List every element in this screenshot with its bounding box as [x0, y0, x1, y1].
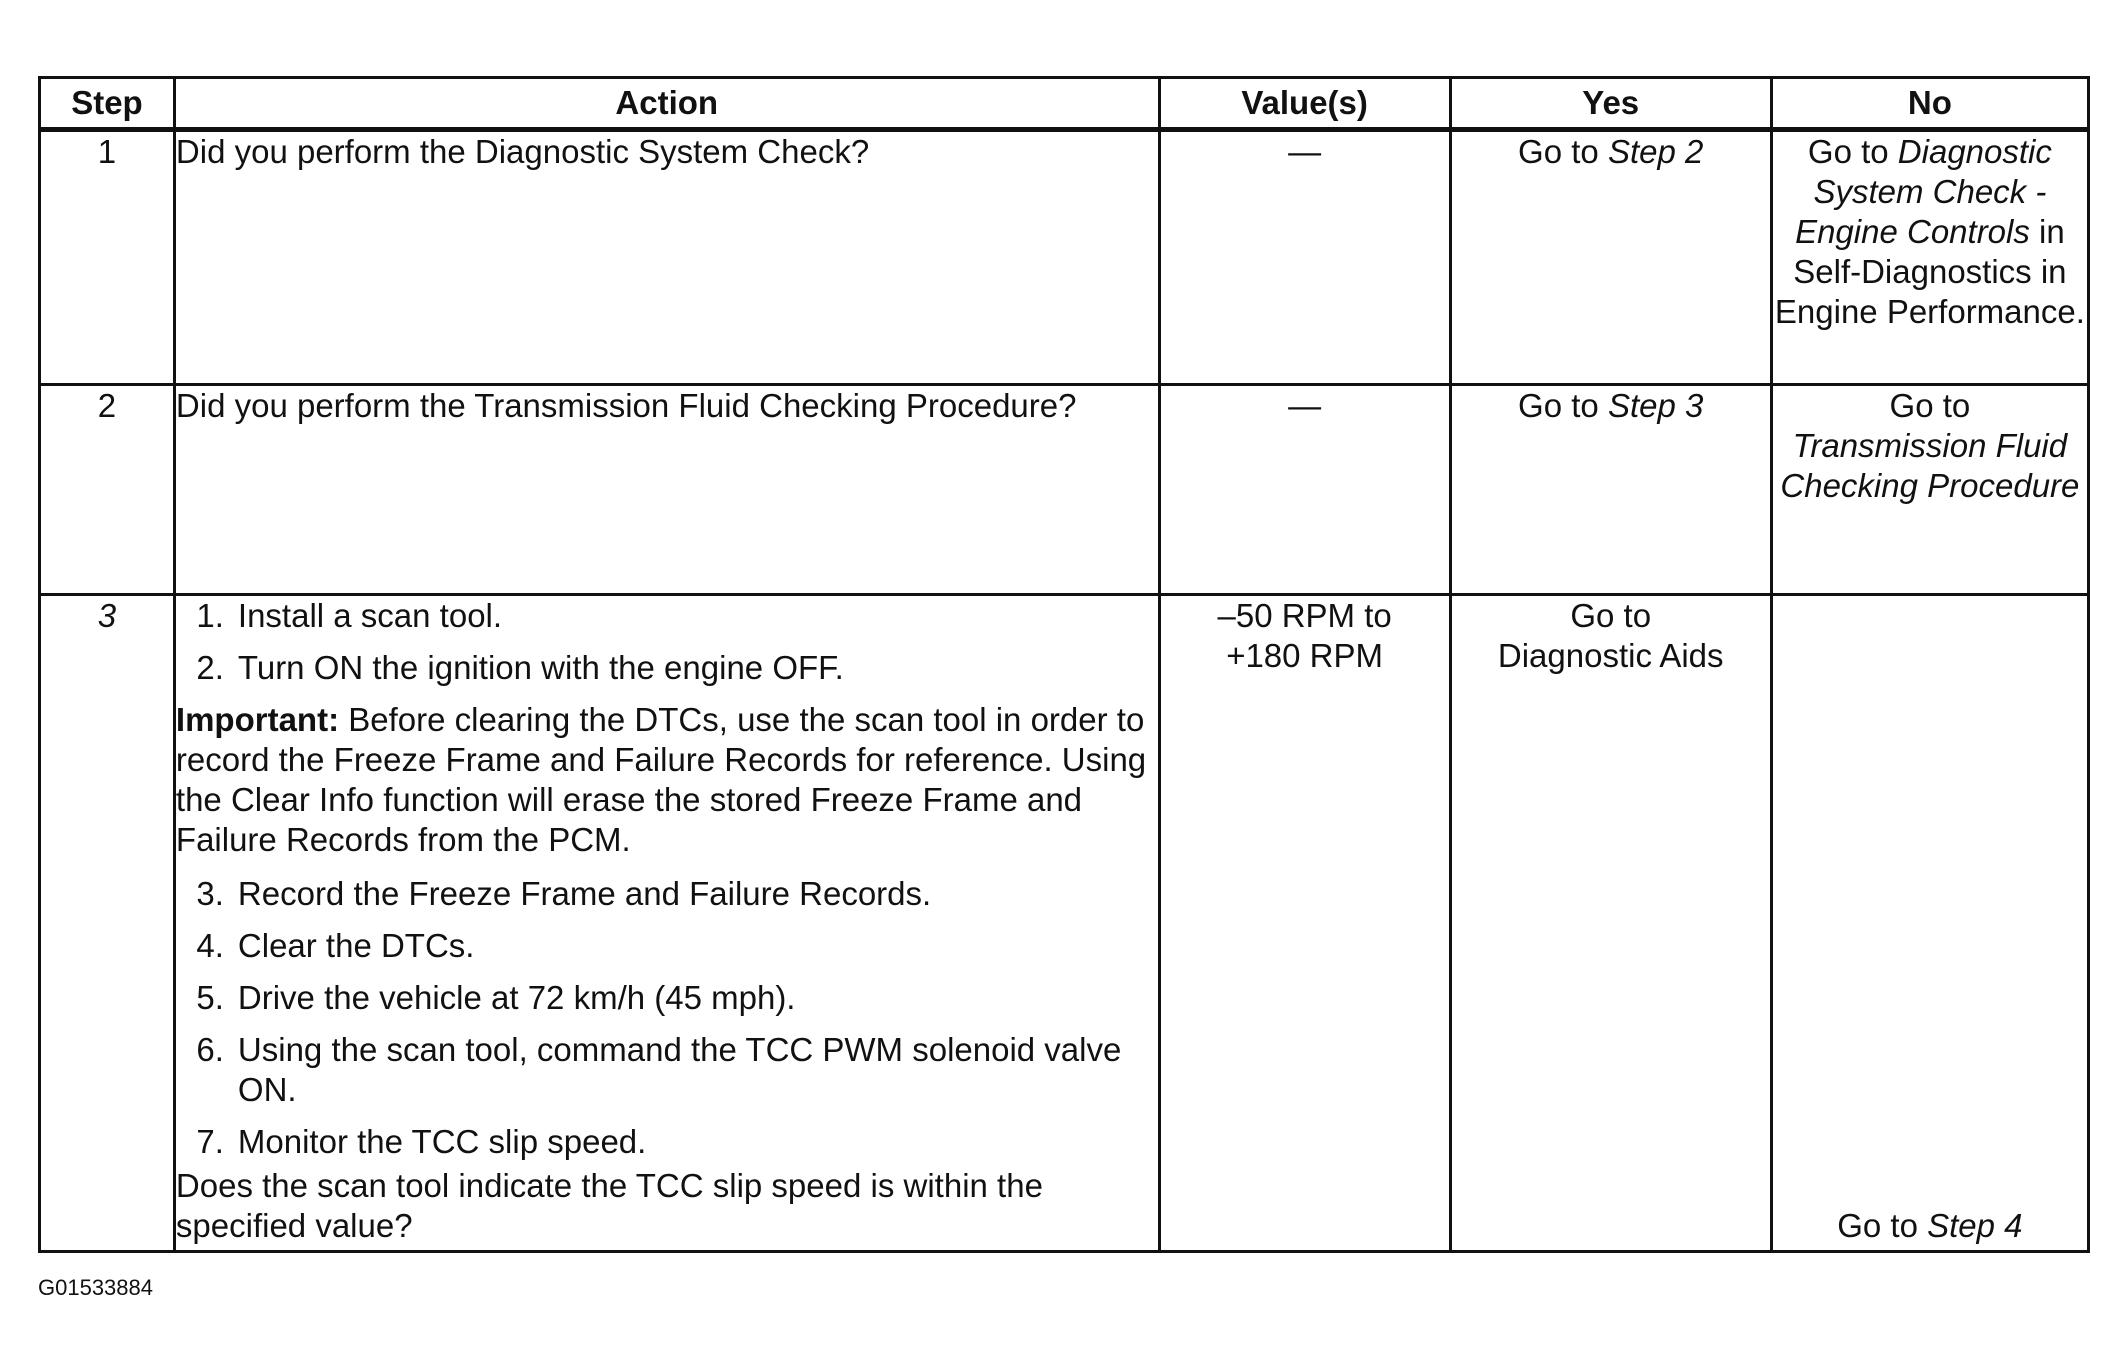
step-number-text: 3	[97, 597, 117, 634]
important-label: Important:	[175, 701, 340, 738]
step-number: 2	[40, 385, 175, 595]
yes-prefix: Go to	[1518, 133, 1608, 170]
no-cell	[1771, 595, 2088, 1252]
important-text: Before clearing the DTCs, use the scan tool in order to record the Freeze Frame and Failure Records for reference. Using the Clear Info function will erase the stored Freeze Frame and Failure Records from the PCM.	[175, 701, 1147, 858]
list-item-number: 1.	[196, 597, 224, 634]
list-item-text: Monitor the TCC slip speed.	[237, 1123, 647, 1160]
no-prefix: Go to	[1837, 1207, 1928, 1244]
header-values: Value(s)	[1159, 78, 1450, 130]
value-cell: —	[1159, 385, 1450, 595]
important-note	[176, 700, 1158, 860]
table-row	[40, 595, 2089, 1252]
step-number	[40, 595, 175, 1252]
list-item	[176, 978, 1158, 1018]
yes-cell	[1450, 595, 1771, 1252]
table-row	[40, 385, 2089, 595]
list-item	[176, 1030, 1158, 1110]
action-cell: Did you perform the Transmission Fluid Checking Procedure?	[174, 385, 1159, 595]
header-no: No	[1771, 78, 2088, 130]
step-number: 1	[40, 130, 175, 385]
header-action: Action	[174, 78, 1159, 130]
procedure-list-a	[176, 596, 1158, 688]
yes-cell	[1450, 130, 1771, 385]
yes-prefix: Go to	[1518, 387, 1608, 424]
yes-step-link[interactable]: Step 3	[1607, 387, 1704, 424]
table-row	[40, 130, 2089, 385]
no-cell	[1771, 130, 2088, 385]
no-prefix: Go to	[1889, 387, 1971, 424]
action-cell: Did you perform the Diagnostic System Check?	[174, 130, 1159, 385]
list-item-text: Using the scan tool, command the TCC PWM solenoid valve ON.	[237, 1031, 1122, 1108]
value-cell	[1159, 595, 1450, 1252]
list-item	[176, 874, 1158, 914]
header-step: Step	[40, 78, 175, 130]
list-item-number: 5.	[196, 979, 224, 1016]
list-item-text: Clear the DTCs.	[237, 927, 475, 964]
no-procedure-link[interactable]: Transmission Fluid Checking Procedure	[1780, 427, 2080, 504]
no-diagnostic-link[interactable]: Diagnostic System Check - Engine Controls	[1795, 133, 2052, 250]
list-item-number: 7.	[196, 1123, 224, 1160]
yes-step-link[interactable]: Step 2	[1607, 133, 1704, 170]
list-item	[176, 1122, 1158, 1162]
value-line-2: +180 RPM	[1226, 637, 1384, 674]
diagnostic-table	[38, 76, 2090, 1253]
list-item-text: Drive the vehicle at 72 km/h (45 mph).	[237, 979, 796, 1016]
list-item-number: 6.	[196, 1031, 224, 1068]
no-cell	[1771, 385, 2088, 595]
yes-diagnostic-aids-link[interactable]: Diagnostic Aids	[1497, 637, 1724, 674]
value-cell: —	[1159, 130, 1450, 385]
no-suffix: in Self-Diagnostics in Engine Performance.	[1774, 213, 2085, 330]
no-prefix: Go to	[1807, 133, 1898, 170]
procedure-list-b	[176, 874, 1158, 1162]
list-item	[176, 926, 1158, 966]
list-item	[176, 596, 1158, 636]
value-line-1: –50 RPM to	[1217, 597, 1392, 634]
list-item-text: Record the Freeze Frame and Failure Records.	[237, 875, 932, 912]
list-item-number: 4.	[196, 927, 224, 964]
list-item	[176, 648, 1158, 688]
list-item-number: 3.	[196, 875, 224, 912]
yes-prefix: Go to	[1570, 597, 1652, 634]
list-item-text: Turn ON the ignition with the engine OFF.	[237, 649, 844, 686]
header-yes: Yes	[1450, 78, 1771, 130]
figure-id: G01533884	[38, 1275, 153, 1300]
list-item-number: 2.	[196, 649, 224, 686]
yes-cell	[1450, 385, 1771, 595]
no-step-link[interactable]: Step 4	[1927, 1207, 2023, 1244]
action-cell	[174, 595, 1159, 1252]
table-header-row	[40, 78, 2089, 130]
list-item-text: Install a scan tool.	[237, 597, 503, 634]
action-question: Does the scan tool indicate the TCC slip speed is within the specified value?	[175, 1167, 1043, 1244]
